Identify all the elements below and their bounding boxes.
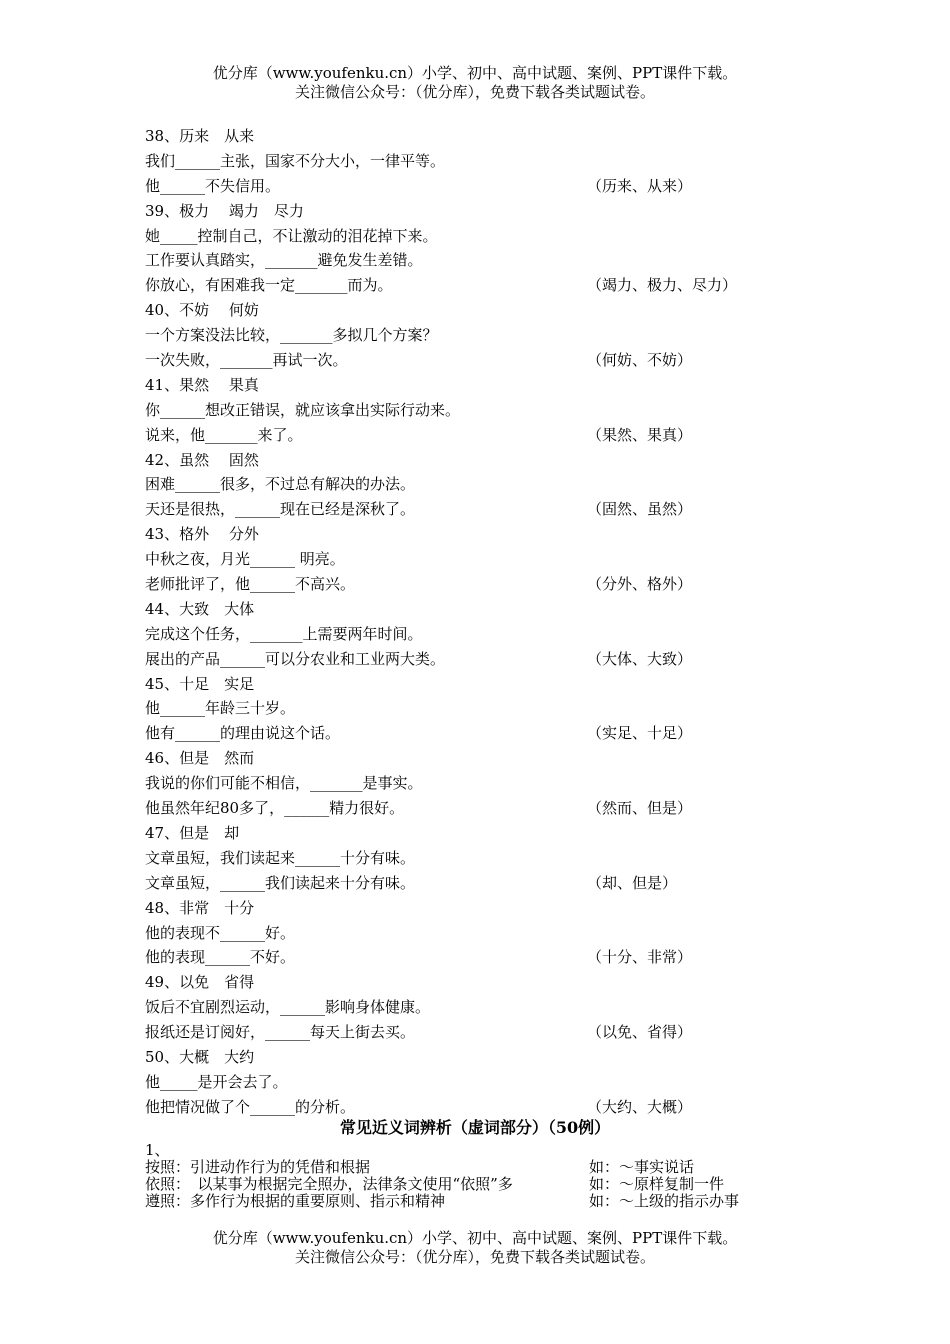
answer-key: （历来、从来）	[587, 176, 693, 195]
sentence-text: 你放心，有困难我一定_______而为。	[145, 276, 393, 295]
exercise-title	[145, 522, 805, 547]
sentence	[145, 348, 805, 373]
sentence	[145, 696, 805, 721]
answer-key: （以免、省得）	[587, 1023, 693, 1042]
exercise-title	[145, 746, 805, 771]
sentence-text: 他虽然年纪80多了，______精力很好。	[145, 799, 405, 818]
answer-key: （大约、大概）	[587, 1097, 693, 1116]
answer-key: （何妨、不妨）	[587, 351, 693, 370]
exercise-title-text: 48、非常 十分	[145, 898, 255, 917]
sentence-text: 报纸还是订阅好，______每天上街去买。	[145, 1023, 416, 1042]
answer-key: （分外、格外）	[587, 575, 693, 594]
sentence-text: 他______年龄三十岁。	[145, 699, 296, 718]
answer-key: （固然、虽然）	[587, 500, 693, 519]
exercise-title	[145, 672, 805, 697]
exercise-title-text: 46、但是 然而	[145, 749, 255, 768]
definition-example: 如：～原样复制一件	[589, 1175, 725, 1193]
exercise-title	[145, 298, 805, 323]
answer-key: （竭力、极力、尽力）	[587, 276, 738, 295]
sentence-text: 完成这个任务，_______上需要两年时间。	[145, 624, 423, 643]
sentence-text: 一次失败，_______再试一次。	[145, 351, 348, 370]
exercise-title	[145, 448, 805, 473]
exercise-title-text: 41、果然 果真	[145, 375, 259, 394]
sentence-text: 说来，他_______来了。	[145, 425, 303, 444]
definition-list	[145, 1142, 795, 1210]
sentence-text: 他______不失信用。	[145, 176, 281, 195]
sentence-text: 一个方案没法比较，_______多拟几个方案？	[145, 326, 438, 345]
sentence	[145, 149, 805, 174]
page-footer	[0, 1229, 950, 1267]
header-line-2: 关注微信公众号：（优分库），免费下载各类试题试卷。	[294, 83, 655, 101]
definition-text: 按照：引进动作行为的凭借和根据	[145, 1158, 371, 1176]
sentence	[145, 721, 805, 746]
definition-example: 如：～事实说话	[589, 1158, 695, 1176]
sentence-text: 你______想改正错误，就应该拿出实际行动来。	[145, 400, 461, 419]
sentence-text: 他把情况做了个______的分析。	[145, 1097, 356, 1116]
sentence-text: 困难______很多，不过总有解决的办法。	[145, 475, 416, 494]
sentence	[145, 995, 805, 1020]
exercise-title-text: 39、极力 竭力 尽力	[145, 201, 304, 220]
sentence	[145, 945, 805, 970]
sentence	[145, 572, 805, 597]
sentence	[145, 224, 805, 249]
sentence-text: 他的表现不______好。	[145, 923, 296, 942]
sentence	[145, 796, 805, 821]
exercise-title-text: 40、不妨 何妨	[145, 301, 259, 320]
exercise-title-text: 49、以免 省得	[145, 973, 255, 992]
sentence	[145, 921, 805, 946]
exercise-title	[145, 970, 805, 995]
exercise-title	[145, 124, 805, 149]
answer-key: （大体、大致）	[587, 649, 693, 668]
exercise-title-text: 47、但是 却	[145, 823, 240, 842]
sentence	[145, 174, 805, 199]
answer-key: （却、但是）	[587, 873, 678, 892]
exercise-title-text: 50、大概 大约	[145, 1047, 255, 1066]
sentence	[145, 1020, 805, 1045]
sentence-text: 她_____控制自己，不让激动的泪花掉下来。	[145, 226, 438, 245]
sentence	[145, 1070, 805, 1095]
sentence-text: 饭后不宜剧烈运动，______影响身体健康。	[145, 998, 431, 1017]
answer-key: （实足、十足）	[587, 724, 693, 743]
sentence-text: 展出的产品______可以分农业和工业两大类。	[145, 649, 446, 668]
definition-text: 依照： 以某事为根据完全照办，法律条文使用“依照”多	[145, 1175, 513, 1193]
sentence	[145, 647, 805, 672]
sentence-text: 老师批评了，他______不高兴。	[145, 575, 356, 594]
sentence	[145, 622, 805, 647]
definition-row	[145, 1176, 795, 1193]
sentence-text: 工作要认真踏实，_______避免发生差错。	[145, 251, 423, 270]
sentence	[145, 497, 805, 522]
exercise-list	[145, 124, 805, 1120]
sentence-text: 他_____是开会去了。	[145, 1072, 288, 1091]
definition-text: 遵照：多作行为根据的重要原则、指示和精神	[145, 1192, 446, 1210]
sentence	[145, 323, 805, 348]
exercise-title-text: 38、历来 从来	[145, 127, 255, 145]
footer-line-2: 关注微信公众号：（优分库），免费下载各类试题试卷。	[294, 1248, 655, 1266]
definition-example: 如：～上级的指示办事	[589, 1192, 740, 1210]
answer-key: （然而、但是）	[587, 799, 693, 818]
sentence	[145, 771, 805, 796]
sentence	[145, 1095, 805, 1120]
definition-row	[145, 1193, 795, 1210]
sentence	[145, 871, 805, 896]
sentence	[145, 472, 805, 497]
exercise-title	[145, 821, 805, 846]
sentence	[145, 273, 805, 298]
sentence-text: 文章虽短，______我们读起来十分有味。	[145, 873, 416, 892]
section-title: 常见近义词辨析（虚词部分）（50例）	[339, 1118, 611, 1137]
sentence-text: 文章虽短，我们读起来______十分有味。	[145, 848, 416, 867]
sentence	[145, 248, 805, 273]
answer-key: （十分、非常）	[587, 948, 693, 967]
answer-key: （果然、果真）	[587, 425, 693, 444]
definition-row	[145, 1159, 795, 1176]
exercise-title-text: 45、十足 实足	[145, 674, 255, 693]
exercise-title	[145, 1045, 805, 1070]
sentence	[145, 547, 805, 572]
section-number: 1、	[145, 1141, 170, 1159]
exercise-title	[145, 199, 805, 224]
sentence-text: 他的表现______不好。	[145, 948, 296, 967]
sentence	[145, 846, 805, 871]
exercise-title-text: 42、虽然 固然	[145, 450, 259, 469]
sentence-text: 他有______的理由说这个话。	[145, 724, 341, 743]
sentence-text: 我说的你们可能不相信，_______是事实。	[145, 774, 423, 793]
header-line-1: 优分库（www.youfenku.cn）小学、初中、高中试题、案例、PPT课件下载。	[212, 64, 738, 82]
sentence	[145, 423, 805, 448]
page-header	[0, 64, 950, 102]
exercise-title	[145, 373, 805, 398]
exercise-title-text: 43、格外 分外	[145, 525, 259, 544]
exercise-title	[145, 597, 805, 622]
footer-line-1: 优分库（www.youfenku.cn）小学、初中、高中试题、案例、PPT课件下载。	[212, 1229, 738, 1247]
exercise-title	[145, 896, 805, 921]
sentence	[145, 398, 805, 423]
sentence-text: 中秋之夜，月光______ 明亮。	[145, 550, 345, 569]
sentence-text: 天还是很热，______现在已经是深秋了。	[145, 500, 416, 519]
sentence-text: 我们______主张，国家不分大小，一律平等。	[145, 151, 446, 170]
exercise-title-text: 44、大致 大体	[145, 599, 255, 618]
